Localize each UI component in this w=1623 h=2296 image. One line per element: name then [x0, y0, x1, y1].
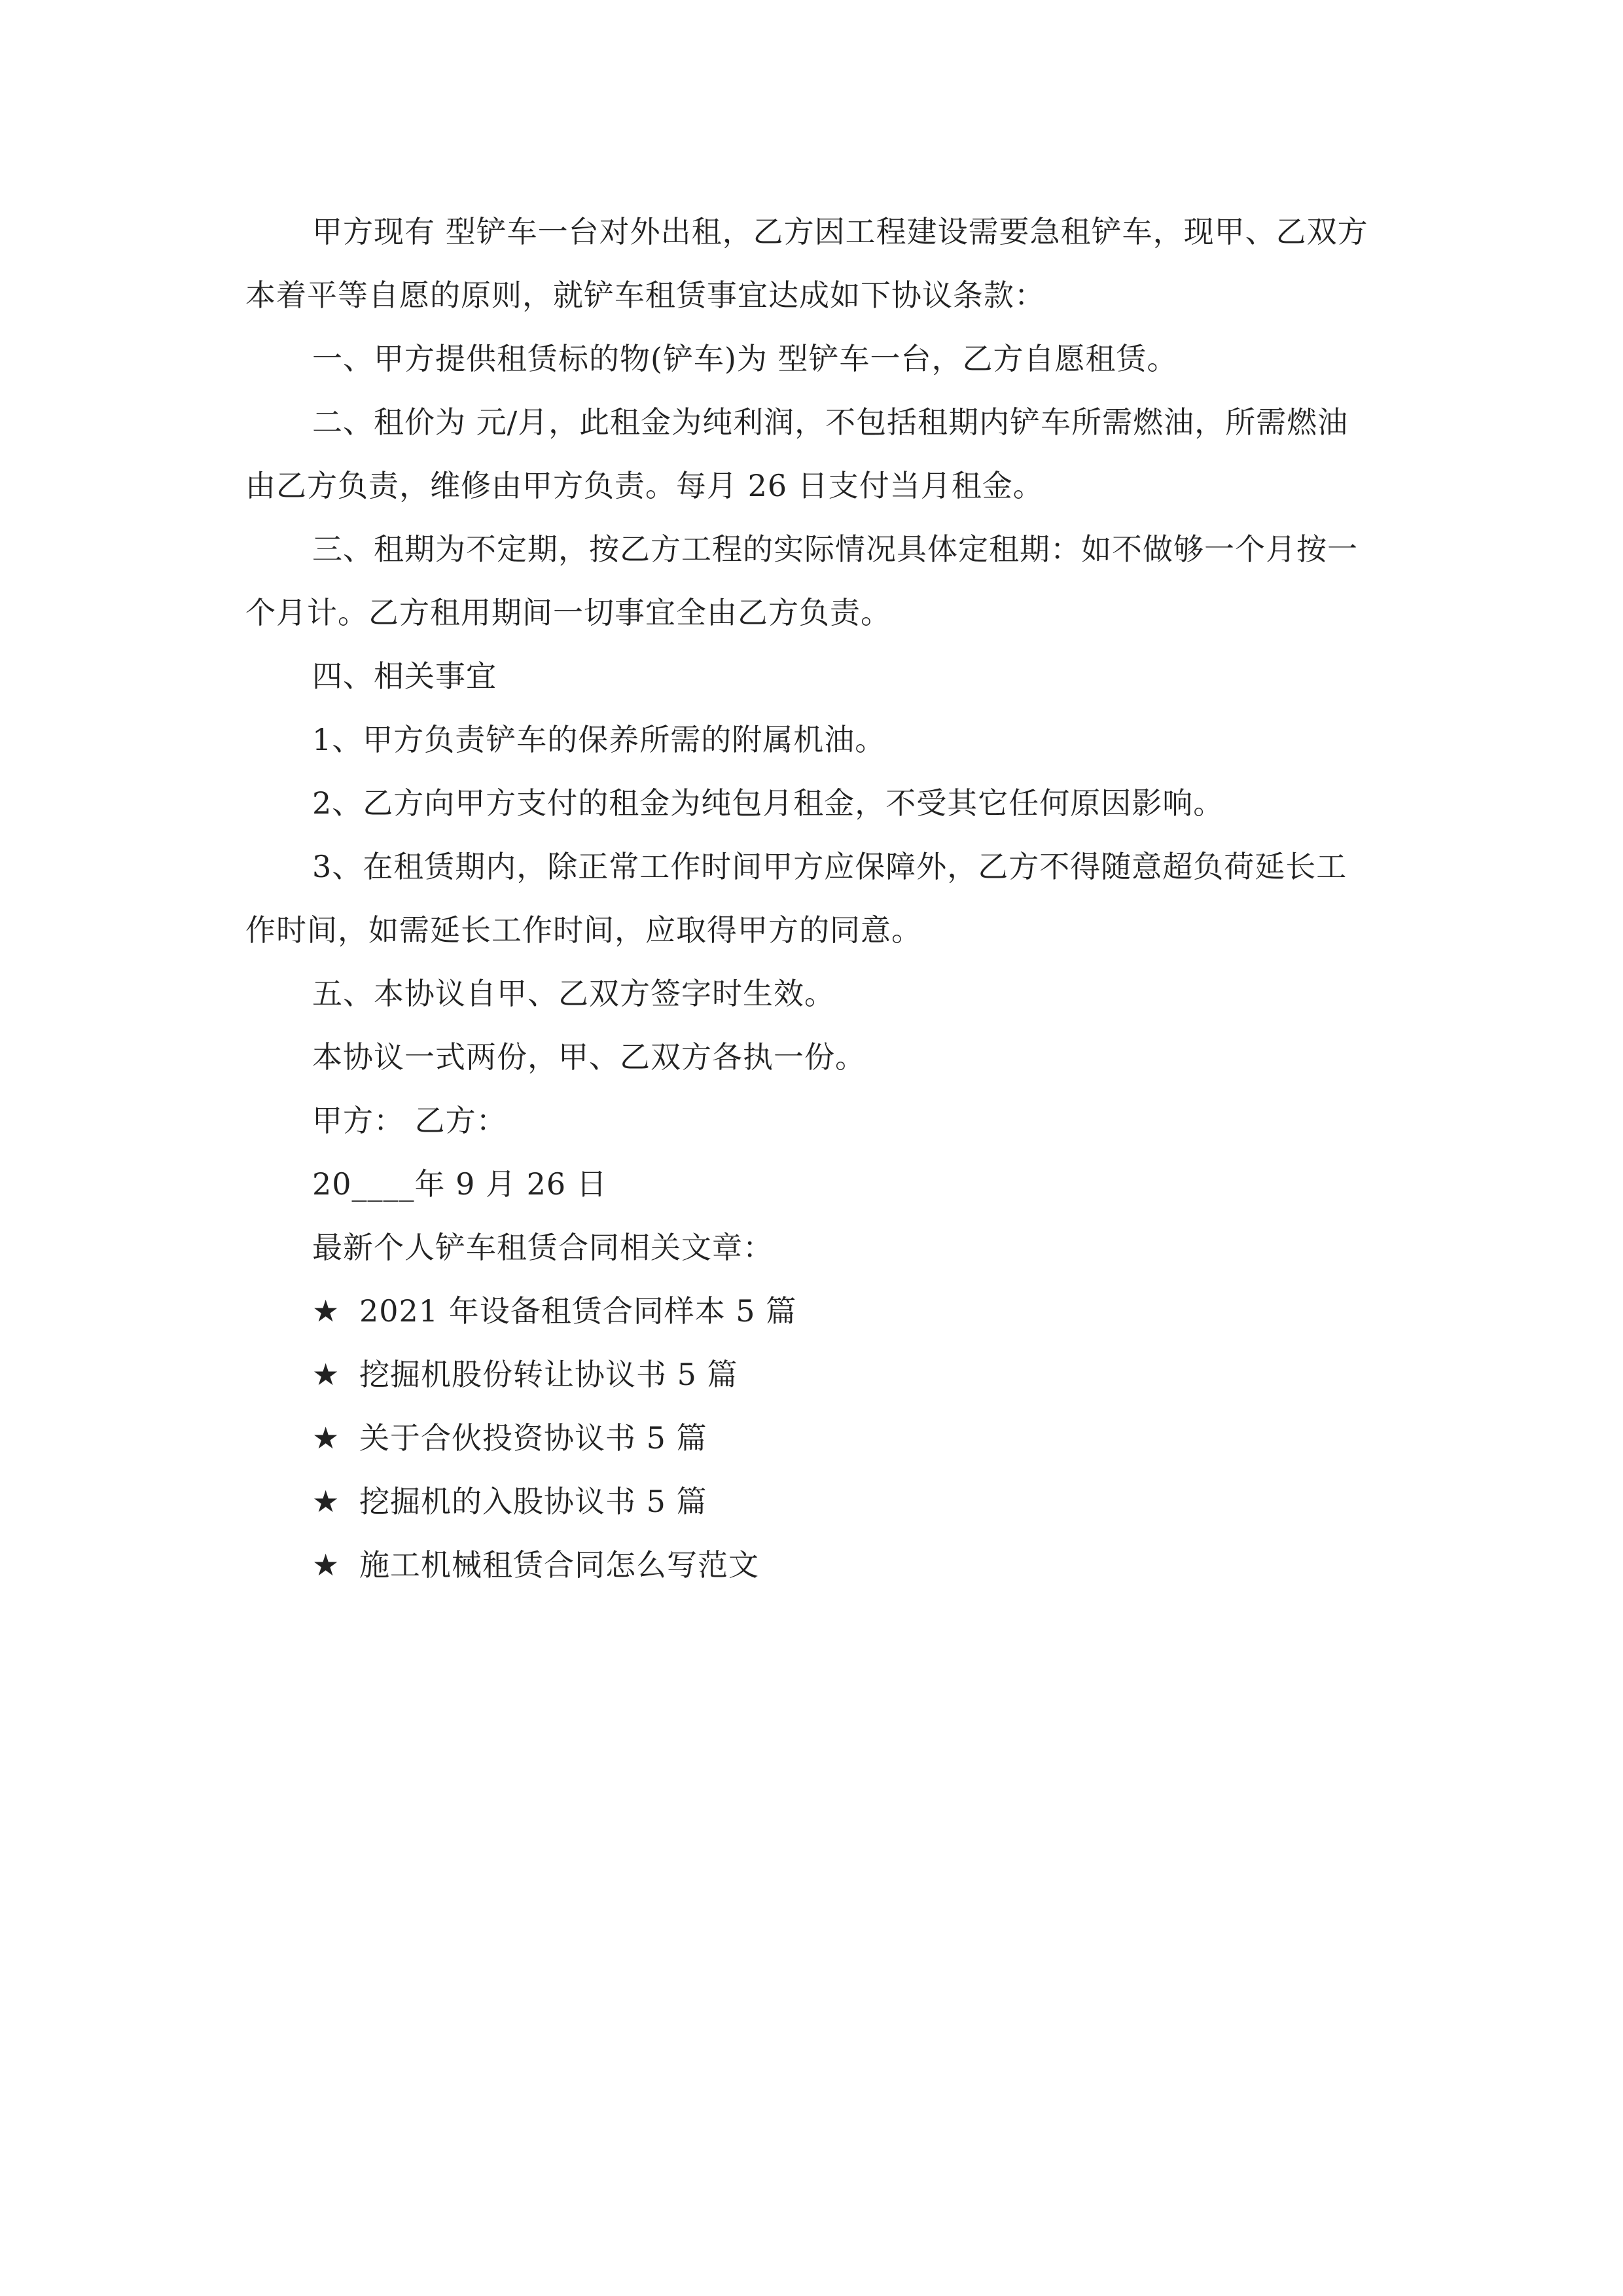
clause-1: 一、甲方提供租赁标的物(铲车)为 型铲车一台，乙方自愿租赁。	[312, 341, 1178, 376]
related-article-link[interactable]	[245, 1470, 1378, 1534]
related-article-link[interactable]	[245, 1280, 1378, 1343]
paragraph-intro: 甲方现有 型铲车一台对外出租，乙方因工程建设需要急租铲车，现甲、乙双方本着平等自愿的原则，就铲车租赁事宜达成如下协议条款：	[245, 214, 1368, 313]
star-icon: ★	[312, 1547, 340, 1583]
clause-4-item-2: 2、乙方向甲方支付的租金为纯包月租金，不受其它任何原因影响。	[312, 785, 1224, 821]
clause-4-item-1: 1、甲方负责铲车的保养所需的附属机油。	[312, 722, 886, 757]
clause-4-item-3: 3、在租赁期内，除正常工作时间甲方应保障外，乙方不得随意超负荷延长工作时间，如需延长工作时间，应取得甲方的同意。	[245, 849, 1347, 948]
related-article-link[interactable]	[245, 1343, 1378, 1407]
date-line: 20____年 9 月 26 日	[312, 1166, 607, 1202]
clause-3: 三、租期为不定期，按乙方工程的实际情况具体定租期：如不做够一个月按一个月计。乙方租用期间一切事宜全由乙方负责。	[245, 531, 1358, 630]
document-content	[245, 200, 1378, 1597]
copies-note: 本协议一式两份，甲、乙双方各执一份。	[312, 1039, 866, 1075]
related-article-link[interactable]	[245, 1407, 1378, 1470]
signature-line: 甲方： 乙方：	[312, 1103, 507, 1138]
clause-4-heading: 四、相关事宜	[312, 658, 497, 694]
related-article-title: 挖掘机的入股协议书 5 篇	[359, 1484, 707, 1519]
related-article-link[interactable]	[245, 1534, 1378, 1597]
related-articles-heading: 最新个人铲车租赁合同相关文章：	[312, 1230, 774, 1265]
related-article-title: 施工机械租赁合同怎么写范文	[359, 1547, 759, 1583]
star-icon: ★	[312, 1420, 340, 1456]
star-icon: ★	[312, 1484, 340, 1519]
related-article-title: 挖掘机股份转让协议书 5 篇	[359, 1357, 738, 1392]
star-icon: ★	[312, 1357, 340, 1392]
clause-2: 二、租价为 元/月，此租金为纯利润，不包括租期内铲车所需燃油，所需燃油由乙方负责，维修由甲方负责。每月 26 日支付当月租金。	[245, 404, 1349, 503]
star-icon: ★	[312, 1293, 340, 1329]
clause-5: 五、本协议自甲、乙双方签字时生效。	[312, 976, 835, 1011]
related-article-title: 2021 年设备租赁合同样本 5 篇	[359, 1293, 797, 1329]
related-article-title: 关于合伙投资协议书 5 篇	[359, 1420, 707, 1456]
